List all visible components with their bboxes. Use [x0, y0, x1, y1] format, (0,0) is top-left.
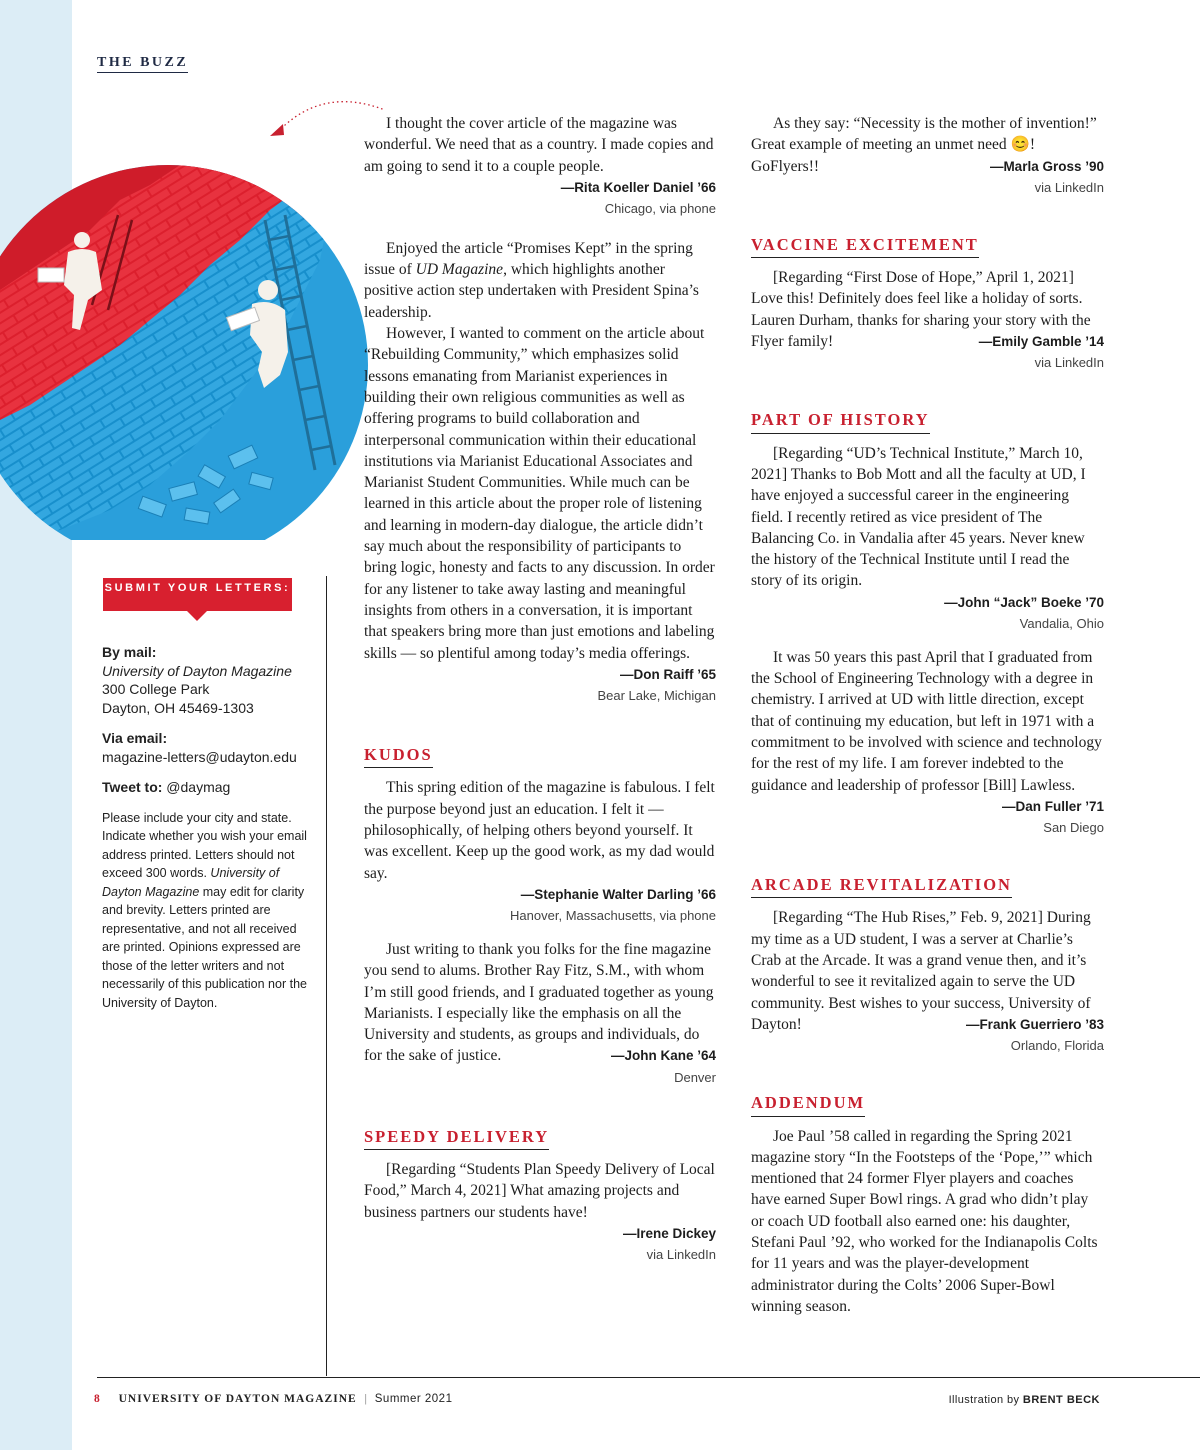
email-link[interactable]: magazine-letters@udayton.edu	[102, 748, 297, 765]
footer-separator: |	[364, 1393, 367, 1405]
letter-signature: —Don Raiff ’65	[619, 666, 716, 682]
letter-fifty-years	[751, 647, 1104, 838]
letter-signature: —Rita Koeller Daniel ’66	[560, 179, 716, 195]
letter-text: Enjoyed the article “Promises Kept” in the spring issue of	[364, 239, 693, 279]
letter-body	[751, 907, 1104, 1035]
letter-location: Orlando, Florida	[1010, 1038, 1104, 1054]
letter-location: Hanover, Massachusetts, via phone	[510, 907, 716, 923]
letter-location: San Diego	[1043, 820, 1104, 836]
letter-location: Bear Lake, Michigan	[597, 688, 716, 704]
section-heading: PART OF HISTORY	[751, 409, 930, 433]
letter-location: Denver	[674, 1069, 716, 1085]
guidelines-magazine-name: University of Dayton Magazine	[102, 866, 280, 899]
letter-signature: —Marla Gross ’90	[989, 158, 1104, 174]
letter-signature: —John “Jack” Boeke ’70	[944, 594, 1104, 610]
wall-building-illustration	[0, 90, 400, 540]
section-speedy-delivery	[364, 1126, 716, 1265]
mail-label: By mail:	[102, 644, 157, 660]
letter-text: [Regarding “The Hub Rises,” Feb. 9, 2021] During my time as a UD student, I was a server at Charlie’s Crab at the Arcade. It was a grand venue then, and it’s wonderful to see it revitalized again to serve the UD community. Best wishes to your success, University of Dayton!	[751, 909, 1091, 1033]
letter-location: Chicago, via phone	[604, 200, 716, 216]
letter-location: via LinkedIn	[646, 1246, 716, 1262]
middle-column	[364, 113, 716, 1265]
letter-body	[751, 267, 1104, 352]
section-heading: ARCADE REVITALIZATION	[751, 874, 1012, 898]
page-number: 8	[94, 1393, 100, 1405]
letter-body	[751, 113, 1104, 177]
letter-cover-article	[364, 113, 716, 219]
section-part-of-history	[751, 409, 1104, 633]
section-kudos	[364, 744, 716, 926]
letter-body: This spring edition of the magazine is fabulous. I felt the purpose beyond just an education. I felt it — philosophically, of helping others beyond yourself. It was excellent. Keep up the good work, as my dad would say.	[364, 779, 715, 882]
letter-location: via LinkedIn	[1034, 355, 1104, 371]
letter-text: It was 50 years this past April that I graduated from the School of Engineering Technology with a degree in chemistry. I arrived at UD with little direction, except that of continuing my education, but left in 1971 with a commitment to be involved with science and technology for the rest of my life. I am forever indebted to the guidance and leadership of professor [Bill] Lawless.	[751, 648, 1102, 794]
letter-thanks	[364, 939, 716, 1088]
footer-rule	[97, 1377, 1200, 1378]
letter-location: Vandalia, Ohio	[1019, 615, 1104, 631]
letter-text: As they say: “Necessity is the mother of invention!” Great example of meeting an unmet need	[751, 115, 1097, 154]
letter-signature: —John Kane ’64	[610, 1048, 716, 1064]
page-footer	[94, 1393, 452, 1405]
letter-text: [Regarding “First Dose of Hope,” April 1, 2021] Love this! Definitely does feel like a holiday of sorts. Lauren Durham, thanks for sharing your story with the Flyer family!	[751, 269, 1091, 351]
issue-label: Summer 2021	[374, 1393, 453, 1405]
submit-letters-badge: SUBMIT YOUR LETTERS:	[103, 578, 292, 611]
letter-necessity	[751, 113, 1104, 198]
letter-body: Joe Paul ’58 called in regarding the Spring 2021 magazine story “In the Footsteps of the ‘Pope,’” which mentioned that 24 former Flyer players and coaches have earned Super Bowl rings. A grad who didn’t play or coach UD football also earned one: his daughter, Stefani Paul ’92, who worked for the Indianapolis Colts for 11 years and was the player-development administrator during the Colts’ 2006 Super-Bowl winning season.	[751, 1127, 1098, 1315]
letter-body	[364, 323, 716, 682]
credit-prefix: Illustration by	[948, 1394, 1020, 1406]
right-column	[751, 113, 1104, 1317]
column-divider	[326, 576, 327, 1376]
letter-text: , which highlights another positive action step undertaken with President Spina’s leadership.	[364, 261, 699, 321]
section-arcade-revitalization	[751, 874, 1104, 1056]
submit-info	[102, 643, 317, 1012]
twitter-handle-link[interactable]: @daymag	[166, 779, 231, 795]
letter-body	[364, 939, 716, 1067]
section-heading: ADDENDUM	[751, 1092, 865, 1116]
letter-signature: —Irene Dickey	[622, 1225, 716, 1241]
mail-line-3: Dayton, OH 45469-1303	[102, 699, 254, 716]
guidelines-part-1: Please include your city and state. Indicate whether you wish your email address printed. Letters should not exceed 300 words.	[102, 810, 307, 880]
magazine-title-italic: UD Magazine	[415, 261, 504, 279]
magazine-name: UNIVERSITY OF DAYTON MAGAZINE	[118, 1393, 357, 1405]
tweet-label: Tweet to:	[102, 779, 163, 795]
section-heading: VACCINE EXCITEMENT	[751, 234, 979, 258]
mail-line-1: University of Dayton Magazine	[102, 662, 292, 679]
illustration-credit	[949, 1394, 1100, 1406]
letter-signature: —Stephanie Walter Darling ’66	[520, 886, 716, 902]
mail-line-2: 300 College Park	[102, 681, 210, 697]
letter-location: via LinkedIn	[1034, 179, 1104, 195]
letter-body	[364, 238, 716, 323]
letter-body: I thought the cover article of the magazine was wonderful. We need that as a country. I made copies and am going to send it to a couple people.	[364, 115, 714, 175]
letter-body: [Regarding “UD’s Technical Institute,” March 10, 2021] Thanks to Bob Mott and all the faculty at UD, I have enjoyed a successful career in the engineering field. I recently retired as vice president of The Balancing Co. in Vandalia after 45 years. Never knew the history of the Technical Institute until I read the story of its origin.	[751, 444, 1086, 590]
letter-text: ! GoFlyers!!	[751, 136, 1036, 175]
letter-text: However, I wanted to comment on the article about “Rebuilding Community,” which emphasizes solid lessons emanating from Marianist experiences in building their own religious communities as well as offering programs to build collaboration and interpersonal communication within their educational institutions via Marianist Educational Associates and Marianist Student Communities. While much can be learned in this article about the proper role of listening and learning in modern-day dialogue, the article didn’t say much about the responsibility of participants to bring logic, honesty and facts to any discussion. In order for any listener to take away lasting and meaningful insights from others in a conversation, it is important that speakers bring more than just emotions and labeling skills — so plentiful among today’s media offerings.	[364, 325, 715, 662]
smile-emoji-icon: 😊	[1010, 136, 1030, 154]
section-label: THE BUZZ	[97, 55, 188, 73]
letter-text: Just writing to thank you folks for the fine magazine you send to alums. Brother Ray Fitz, S.M., with whom I’m still good friends, and I graduated together as young Marianists. I especially like the emphasis on all the University and students, as groups and individuals, do for the sake of justice.	[364, 940, 714, 1065]
email-label: Via email:	[102, 730, 168, 746]
letter-signature: —Frank Guerriero ’83	[965, 1016, 1104, 1032]
submission-guidelines	[102, 809, 317, 1013]
section-heading: SPEEDY DELIVERY	[364, 1126, 549, 1150]
guidelines-part-2: may edit for clarity and brevity. Letters printed are representative, and not all received are printed. Opinions expressed are those of the letter writers and not necessarily of this publication nor the University of Dayton.	[102, 884, 307, 1010]
credit-name: BRENT BECK	[1022, 1394, 1100, 1406]
section-addendum	[751, 1092, 1104, 1317]
letter-signature: —Emily Gamble ’14	[978, 334, 1104, 350]
letter-signature: —Dan Fuller ’71	[1001, 798, 1104, 814]
letter-promises-kept	[364, 238, 716, 706]
letter-body: [Regarding “Students Plan Speedy Delivery of Local Food,” March 4, 2021] What amazing projects and business partners our students have!	[364, 1160, 715, 1221]
letter-body	[751, 647, 1104, 814]
section-heading: KUDOS	[364, 744, 433, 768]
section-vaccine-excitement	[751, 234, 1104, 373]
